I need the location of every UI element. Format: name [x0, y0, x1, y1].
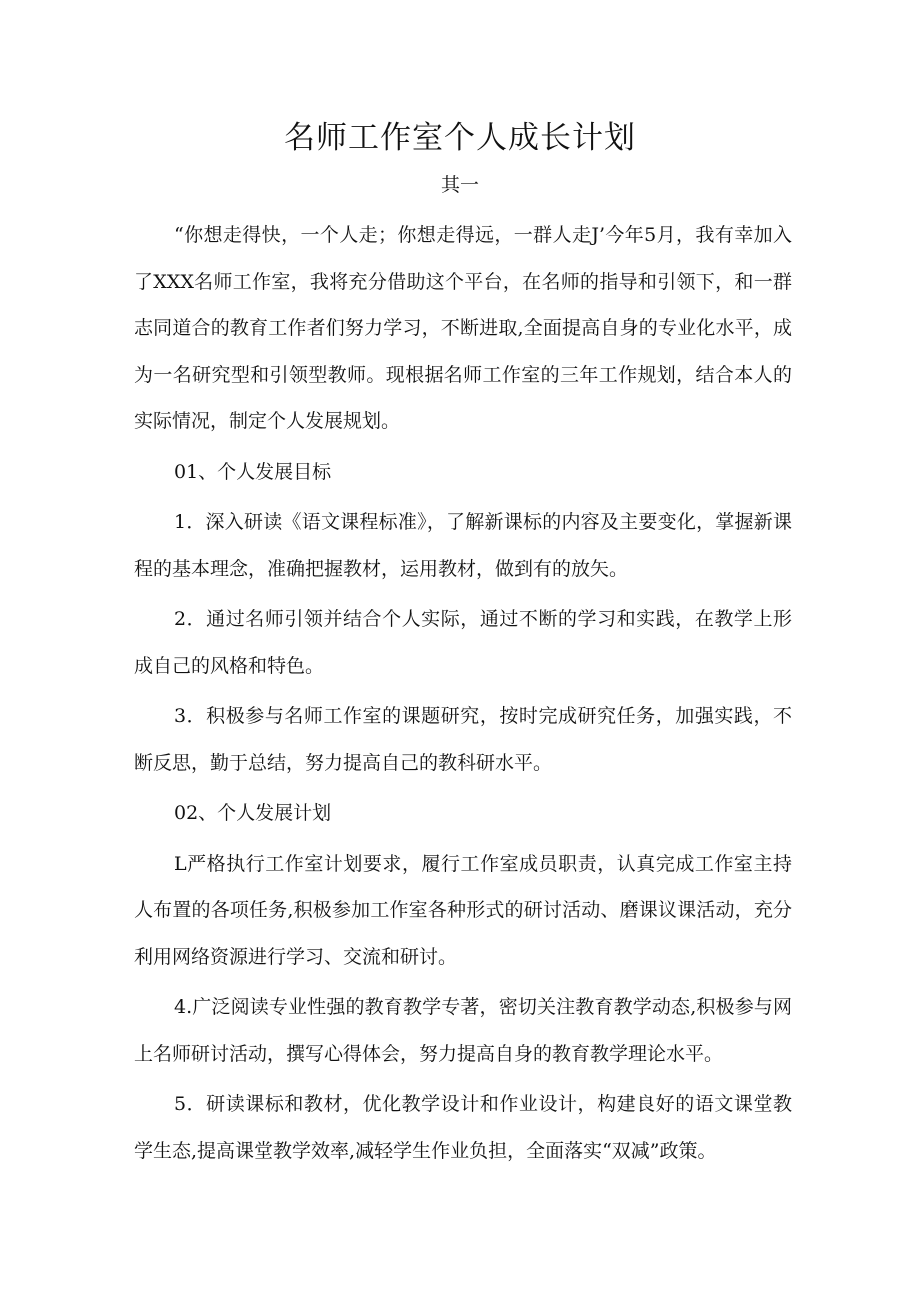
section-heading-goals: 01、个人发展目标	[174, 460, 332, 483]
section-heading-plan: 02、个人发展计划	[174, 802, 332, 824]
plan-item-5: 5．研读课标和教材，优化教学设计和作业设计，构建良好的语文课堂教学生态,提高课堂教学效率,减轻学生作业负担，全面落实“双减”政策。	[134, 1093, 792, 1162]
goal-item-3: 3．积极参与名师工作室的课题研究，按时完成研究任务，加强实践，不断反思，勤于总结，努力提高自己的教科研水平。	[134, 705, 792, 774]
goal-item-1: 1．深入研读《语文课程标准》，了解新课标的内容及主要变化，掌握新课程的基本理念，准确把握教材，运用教材，做到有的放矢。	[134, 511, 792, 580]
document-title: 名师工作室个人成长计划	[284, 120, 636, 156]
document-body	[134, 212, 792, 1178]
goal-item-2: 2．通过名师引领并结合个人实际，通过不断的学习和实践，在教学上形成自己的风格和特色。	[134, 608, 792, 677]
plan-item-1: L严格执行工作室计划要求，履行工作室成员职责，认真完成工作室主持人布置的各项任务,积极参加工作室各种形式的研讨活动、磨课议课活动，充分利用网络资源进行学习、交流和研讨。	[134, 852, 792, 968]
document-subtitle: 其一	[440, 174, 479, 196]
plan-item-4: 4.广泛阅读专业性强的教育教学专著，密切关注教育教学动态,积极参与网上名师研讨活动，撰写心得体会，努力提高自身的教育教学理论水平。	[134, 996, 792, 1065]
intro-paragraph: “你想走得快，一个人走；你想走得远，一群人走J’今年5月，我有幸加入了XXX名师工作室，我将充分借助这个平台，在名师的指导和引领下，和一群志同道合的教育工作者们努力学习，不断进取,全面提高自身的专业化水平，成为一名研究型和引领型教师。现根据名师工作室的三年工作规划，结合本人的实际情况，制定个人发展规划。	[134, 224, 792, 432]
